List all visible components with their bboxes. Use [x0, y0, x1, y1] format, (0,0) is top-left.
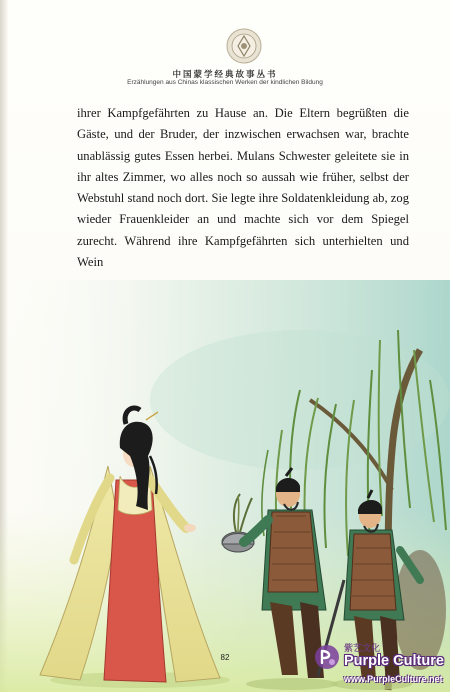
- series-emblem-icon: [226, 28, 262, 64]
- mulan-illustration: [0, 280, 450, 692]
- story-paragraph: ihrer Kampfgefährten zu Hause an. Die Eltern begrüßten die Gäste, und der Bruder, der inzwischen erwachsen war, brachte unablässig gutes Essen herbei. Mulans Schwester geleitete sie in ihr altes Zimmer, wo alles noch so aussah wie früher, selbst der Webstuhl stand noch dort. Sie legte ihre Soldatenkleidung ab, zog wieder Frauenkleider an und machte sich vor dem Spiegel zurecht. Während ihre Kampfgefährten sich unterhielten und Wein: [77, 106, 409, 270]
- purple-culture-watermark: [310, 640, 448, 690]
- purple-culture-logo-icon: [314, 644, 340, 670]
- watermark-chinese-name: 紫艺文化: [344, 644, 381, 654]
- series-title-german: Erzählungen aus Chinas klassischen Werken der kindlichen Bildung: [127, 79, 323, 86]
- series-title-chinese: 中国蒙学经典故事丛书: [172, 70, 278, 80]
- watermark-url: www.PurpleCulture.net: [344, 674, 443, 684]
- page-number: 82: [220, 653, 230, 662]
- watermark-brand: Purple Culture: [344, 653, 444, 669]
